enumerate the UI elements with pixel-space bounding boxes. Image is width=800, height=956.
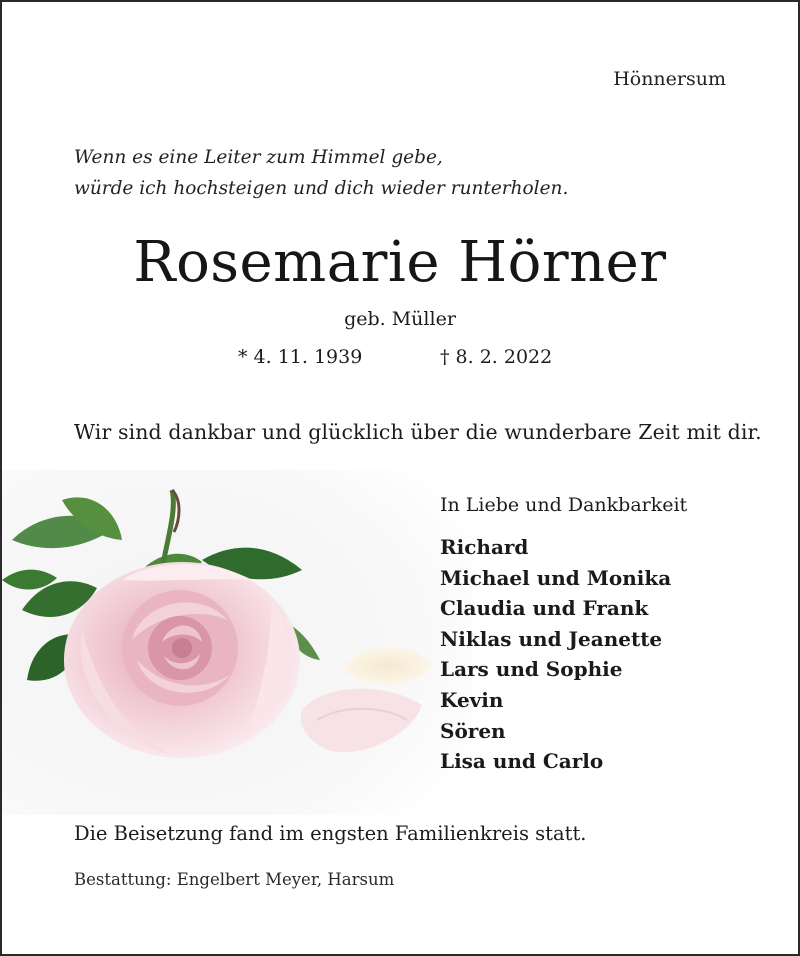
death-date: † 8. 2. 2022 bbox=[440, 346, 553, 368]
gratitude-sentence: Wir sind dankbar und glücklich über die wunderbare Zeit mit dir. bbox=[74, 420, 762, 444]
maiden-name: geb. Müller bbox=[344, 308, 456, 330]
mourner-name: Claudia und Frank bbox=[440, 596, 649, 621]
mourners-intro: In Liebe und Dankbarkeit bbox=[440, 494, 688, 516]
mourners-list bbox=[440, 532, 671, 777]
mourner-name: Niklas und Jeanette bbox=[440, 626, 663, 651]
quote-line: Wenn es eine Leiter zum Himmel gebe, bbox=[74, 147, 443, 168]
funeral-note: Die Beisetzung fand im engsten Familienkreis statt. bbox=[74, 822, 587, 845]
deceased-name: Rosemarie Hörner bbox=[133, 230, 667, 295]
quote bbox=[74, 142, 568, 204]
mourner-name: Richard bbox=[440, 535, 529, 559]
undertaker-info: Bestattung: Engelbert Meyer, Harsum bbox=[74, 870, 395, 889]
rose-image bbox=[2, 470, 472, 815]
birth-date: * 4. 11. 1939 bbox=[238, 346, 363, 368]
place-name: Hönnersum bbox=[613, 68, 726, 90]
mourner-name: Lisa und Carlo bbox=[440, 749, 604, 774]
mourner-name: Michael und Monika bbox=[440, 565, 672, 590]
mourner-name: Lars und Sophie bbox=[440, 657, 623, 682]
mourner-name: Kevin bbox=[440, 687, 504, 712]
rose-icon bbox=[64, 562, 300, 758]
mourner-name: Sören bbox=[440, 718, 506, 743]
quote-line: würde ich hochsteigen und dich wieder runterholen. bbox=[74, 178, 569, 199]
